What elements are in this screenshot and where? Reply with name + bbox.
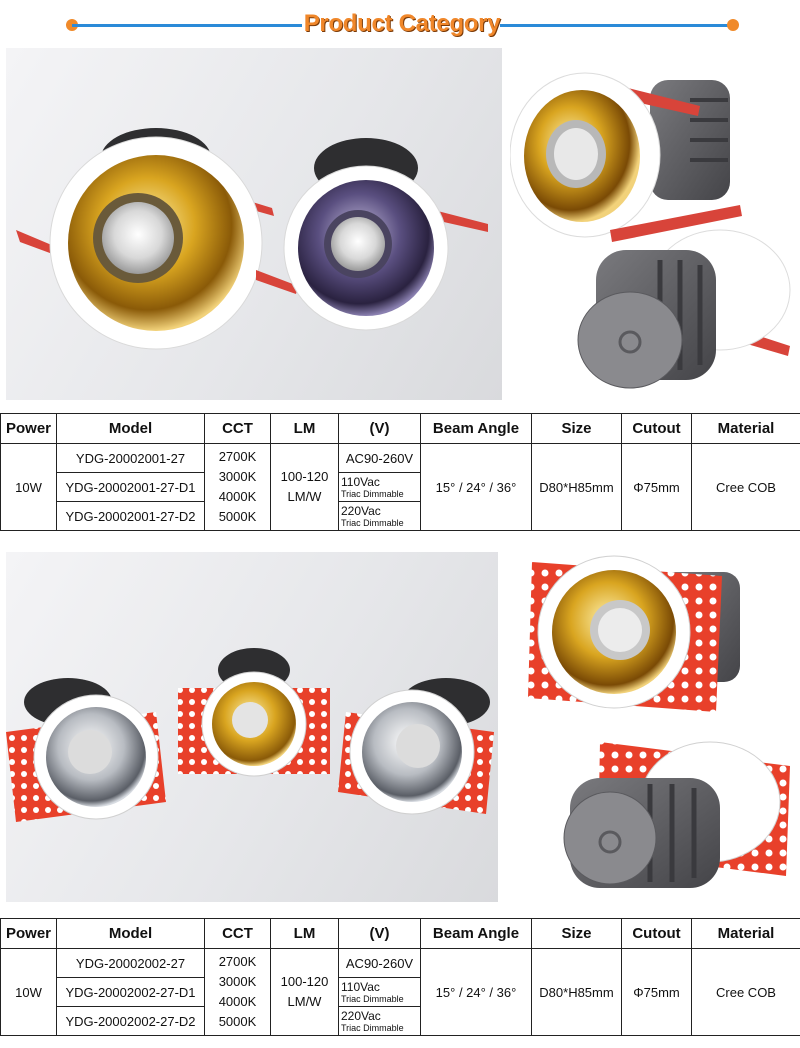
cct-value: 4000K	[218, 489, 257, 504]
section-title: Product Category	[303, 10, 501, 37]
table-row	[1, 444, 800, 473]
lm-cell	[271, 444, 339, 531]
column-header-beam-angle: Beam Angle	[421, 919, 532, 949]
voltage-note: Triac Dimmable	[341, 517, 404, 528]
voltage-value: 110Vac	[341, 979, 380, 994]
lm-unit: LM/W	[287, 994, 322, 1009]
size-cell: D80*H85mm	[532, 444, 622, 531]
voltage-cell	[339, 949, 421, 978]
voltage-cell	[339, 444, 421, 473]
model-cell: YDG-20002002-27-D2	[57, 1007, 205, 1036]
header-line-right	[500, 24, 732, 27]
column-header-voltage: (V)	[339, 414, 421, 444]
column-header-lm: LM	[271, 919, 339, 949]
cct-cell	[205, 444, 271, 531]
cct-value: 4000K	[218, 994, 257, 1009]
product-photo-series-1	[6, 48, 502, 400]
cct-value: 5000K	[218, 1014, 257, 1029]
column-header-size: Size	[532, 414, 622, 444]
voltage-value: AC90-260V	[345, 450, 414, 466]
column-header-size: Size	[532, 919, 622, 949]
column-header-model: Model	[57, 919, 205, 949]
column-header-cutout: Cutout	[622, 919, 692, 949]
voltage-value: AC90-260V	[345, 955, 414, 971]
column-header-voltage: (V)	[339, 919, 421, 949]
voltage-value: 220Vac	[341, 503, 381, 518]
column-header-material: Material	[692, 919, 800, 949]
voltage-note: Triac Dimmable	[341, 993, 404, 1004]
header-dot-right	[727, 19, 739, 31]
model-cell: YDG-20002001-27-D1	[57, 473, 205, 502]
model-cell: YDG-20002002-27-D1	[57, 978, 205, 1007]
spec-table-1	[0, 413, 800, 531]
column-header-cct: CCT	[205, 919, 271, 949]
voltage-cell	[339, 502, 421, 531]
table-row	[1, 949, 800, 978]
column-header-cutout: Cutout	[622, 414, 692, 444]
column-header-power: Power	[1, 919, 57, 949]
lm-cell	[271, 949, 339, 1036]
cct-value: 5000K	[218, 509, 257, 524]
table-header-row	[1, 414, 800, 444]
voltage-note: Triac Dimmable	[341, 488, 404, 499]
table-header-row	[1, 919, 800, 949]
model-cell: YDG-20002002-27	[57, 949, 205, 978]
voltage-cell	[339, 473, 421, 502]
power-cell: 10W	[1, 949, 57, 1036]
product-photo-series-1-angles	[510, 60, 800, 400]
column-header-beam-angle: Beam Angle	[421, 414, 532, 444]
lm-unit: LM/W	[287, 489, 322, 504]
header-line-left	[72, 24, 302, 27]
column-header-material: Material	[692, 414, 800, 444]
cct-value: 2700K	[218, 954, 257, 969]
model-cell: YDG-20002001-27	[57, 444, 205, 473]
cct-cell	[205, 949, 271, 1036]
section-header	[0, 0, 800, 52]
material-cell: Cree COB	[692, 444, 800, 531]
voltage-value: 220Vac	[341, 1008, 381, 1023]
cct-value: 3000K	[218, 469, 257, 484]
voltage-cell	[339, 978, 421, 1007]
product-photo-series-2-angles	[510, 552, 800, 904]
spec-table-2	[0, 918, 800, 1036]
voltage-value: 110Vac	[341, 474, 380, 489]
column-header-model: Model	[57, 414, 205, 444]
voltage-note: Triac Dimmable	[341, 1022, 404, 1033]
beam-angle-cell: 15° / 24° / 36°	[421, 949, 532, 1036]
cct-value: 3000K	[218, 974, 257, 989]
column-header-cct: CCT	[205, 414, 271, 444]
product-photo-series-2	[6, 552, 498, 902]
size-cell: D80*H85mm	[532, 949, 622, 1036]
voltage-cell	[339, 1007, 421, 1036]
column-header-power: Power	[1, 414, 57, 444]
lm-value: 100-120	[280, 469, 329, 484]
column-header-lm: LM	[271, 414, 339, 444]
cutout-cell: Φ75mm	[622, 444, 692, 531]
beam-angle-cell: 15° / 24° / 36°	[421, 444, 532, 531]
model-cell: YDG-20002001-27-D2	[57, 502, 205, 531]
power-cell: 10W	[1, 444, 57, 531]
cct-value: 2700K	[218, 449, 257, 464]
material-cell: Cree COB	[692, 949, 800, 1036]
cutout-cell: Φ75mm	[622, 949, 692, 1036]
lm-value: 100-120	[280, 974, 329, 989]
